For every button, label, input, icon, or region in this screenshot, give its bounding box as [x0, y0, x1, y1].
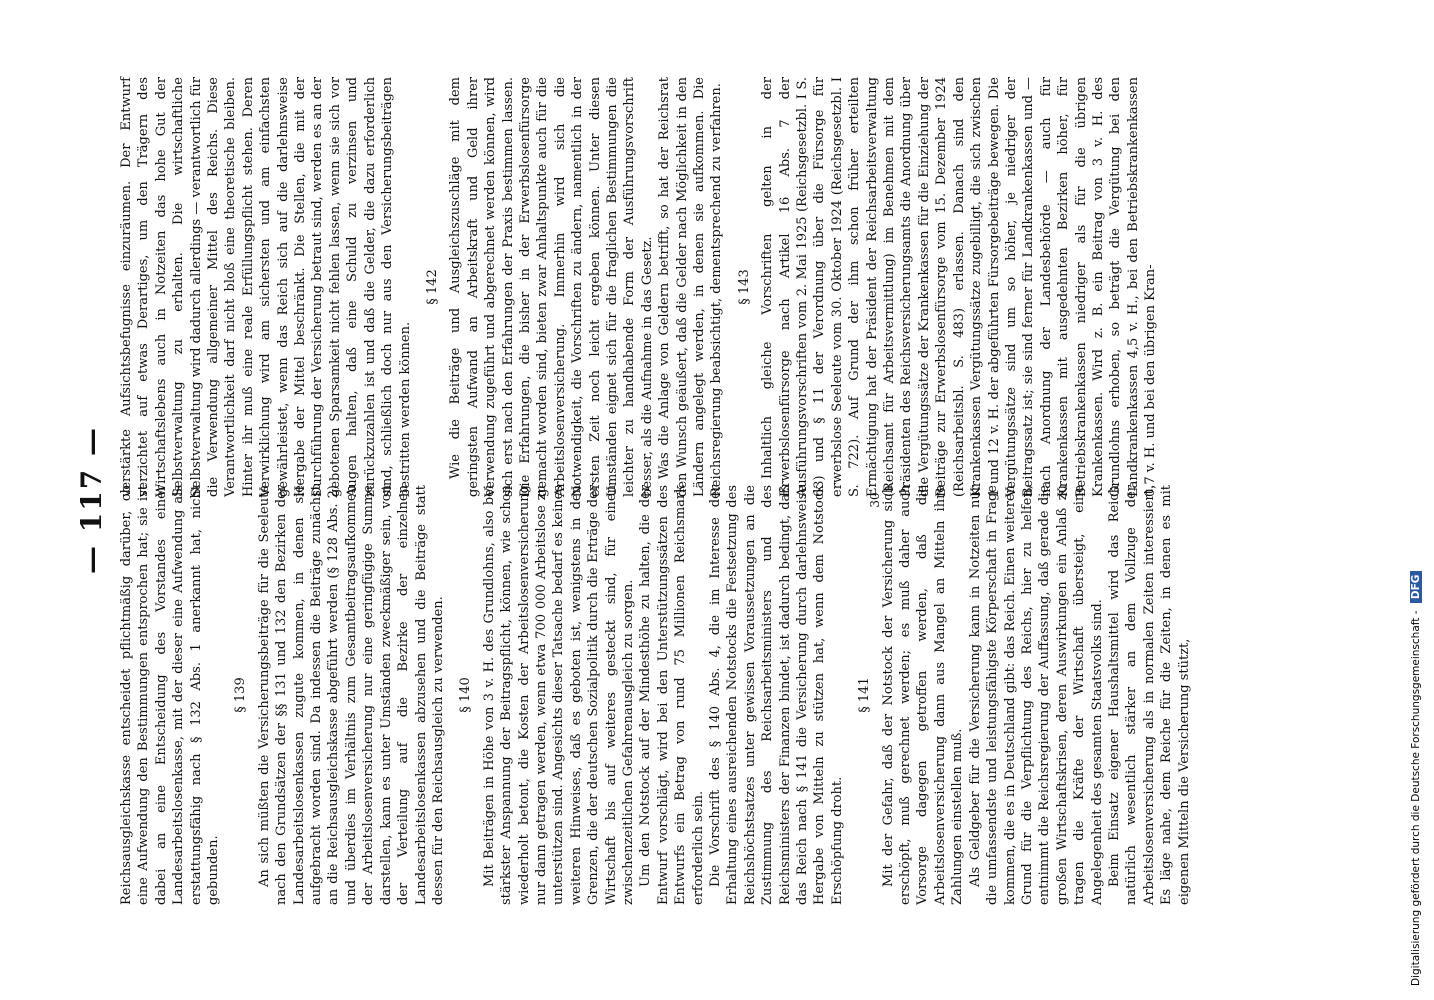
paragraph: Mit der Gefahr, daß der Notstock der Versicherung sich erschöpft, muß gerechnet werden; es muß daher auch Vorsorge dagegen getroffen werden, daß die Arbeitslosenversicherung dann aus Mangel an Mitteln ihre Zahlungen einstellen muß.	[880, 485, 966, 905]
right-column	[118, 77, 1160, 497]
section-heading: § 142	[424, 269, 440, 305]
left-column	[118, 485, 1193, 905]
section-heading: § 143	[736, 269, 752, 305]
paragraph: Reichsausgleichskasse entscheidet pflichtmäßig darüber, ob eine Aufwendung den Bestimmungen entsprochen hat; sie ist dabei an eine Entscheidung des Vorstandes einer Landesarbeitslosenkasse, mit der dieser eine Aufwendung als erstattungsfähig nach § 132 Abs. 1 anerkannt hat, nicht gebunden.	[119, 485, 222, 905]
paragraph: Was die Anlage von Geldern betrifft, so hat der Reichsrat den Wunsch geäußert, daß die Gelder nach Möglichkeit in den Ländern angelegt werden, in denen sie aufkommen. Die Reichsregierung beabsichtigt, dementsprechend zu verfahren.	[657, 77, 725, 497]
sheet-number: 30	[868, 492, 882, 508]
section-heading: § 141	[857, 677, 873, 713]
paragraph: Mit Beiträgen in Höhe von 3 v. H. des Grundlohns, also bei stärkster Anspannung der Beitragspflicht, können, wie schon wiederholt betont, die Kosten der Arbeitslosenversicherung nur dann getragen werden, wenn etwa 700 000 Arbeitslose zu unterstützen sind. Angesichts dieser Tatsache bedarf es keines weiteren Hinweises, daß es geboten ist, wenigstens in den Grenzen, die der deutschen Sozialpolitik durch die Erträge der Wirtschaft bis auf weiteres gesteckt sind, für einen zwischenzeitlichen Gefahrenausgleich zu sorgen.	[481, 485, 636, 905]
paragraph: An sich müßten die Versicherungsbeiträge für die Seeleute nach den Grundsätzen der §§ 131 und 132 den Bezirken der Landesarbeitslosenkassen zugute kommen, in denen sie aufgebracht worden sind. Da indessen die Beiträge zunächst an die Reichsausgleichskasse abgeführt werden (§ 128 Abs. 2) und überdies im Verhältnis zum Gesamtbeitragsaufkommen der Arbeitslosenversicherung nur eine geringfügige Summe darstellen, kann es unter Umständen zweckmäßiger sein, von der Verteilung auf die Bezirke der einzelnen Landesarbeitslosenkassen abzusehen und die Beiträge statt dessen für den Reichsausgleich zu verwenden.	[256, 485, 446, 905]
credit-text: Digitalisierung gefördert durch die Deutsche Forschungsgemeinschaft -	[1410, 610, 1422, 986]
paragraph: Um den Notstock auf der Mindesthöhe zu halten, die der Entwurf vorschlägt, wird bei den Unterstützungssätzen des Entwurfs ein Betrag von rund 75 Millionen Reichsmark erforderlich sein.	[638, 485, 706, 905]
paragraph: Als Geldgeber für die Versicherung kann in Notzeiten nur die umfassendste und leistungsfähigste Körperschaft in Frage kommen, die es in Deutschland gibt: das Reich. Einen weiteren Grund für die Verpflichtung des Reichs, hier zu helfen, entnimmt die Reichsregierung der Auffassung, daß gerade die großen Wirtschaftskrisen, deren Auswirkungen ein Anlaß zu tragen die Kräfte der Wirtschaft übersteigt, eine Angelegenheit des gesamten Staatsvolks sind.	[967, 485, 1105, 905]
paragraph: Inhaltlich gleiche Vorschriften gelten in der Erwerbslosenfürsorge nach Artikel 16 Abs. 7 der Ausführungsvorschriften vom 2. Mai 1925 (Reichsgesetzbl. I S. 63) und § 11 der Verordnung über die Fürsorge für erwerbslose Seeleute vom 30. Oktober 1924 (Reichsgesetzbl. I S. 722). Auf Grund der ihm schon früher erteilten Ermächtigung hat der Präsident der Reichsarbeitsverwaltung (Reichsamt für Arbeitsvermittlung) im Benehmen mit dem Präsidenten des Reichsversicherungsamts die Anordnung über die Vergütungssätze der Krankenkassen für die Einziehung der Beiträge zur Erwerbslosenfürsorge vom 15. Dezember 1924 (Reichsarbeitsbl. S. 483) erlassen. Danach sind den Krankenkassen Vergütungssätze zugebilligt, die sich zwischen 1 und 12 v. H. der abgeführten Fürsorgebeiträge bewegen. Die Vergütungssätze sind um so höher, je niedriger der Beitragssatz ist; sie sind ferner für Landkrankenkassen und — nach Anordnung der Landesbehörde — auch für Krankenkassen mit ausgedehnten Bezirken höher, für Betriebskrankenkassen niedriger als für die übrigen Krankenkassen. Wird z. B. ein Beitrag von 3 v. H. des Grundlohns erhoben, so beträgt die Vergütung bei den Landkrankenkassen 4,5 v. H., bei den Betriebskrankenkassen 0,7 v. H. und bei den übrigen Kran-	[760, 77, 1159, 497]
paragraph: Wie die Beiträge und Ausgleichszuschläge mit dem geringsten Aufwand an Arbeitskraft und Geld ihrer Verwendung zugeführt und abgerechnet werden können, wird sich erst nach den Erfahrungen der Praxis bestimmen lassen. Die Erfahrungen, die bisher in der Erwerbslosenfürsorge gemacht worden sind, bieten zwar Anhaltspunkte auch für die Arbeitslosenversicherung. Immerhin wird sich die Notwendigkeit, die Vorschriften zu ändern, namentlich in der ersten Zeit noch leicht ergeben können. Unter diesen Umständen eignet sich für die fraglichen Bestimmungen die leichter zu handhabende Form der Ausführungsvorschrift besser, als die Aufnahme in das Gesetz.	[448, 77, 655, 497]
section-heading: § 139	[233, 677, 249, 713]
paragraph: Die Vorschrift des § 140 Abs. 4, die im Interesse der Erhaltung eines ausreichenden Notstocks die Festsetzung des Reichshöchstsatzes unter gewissen Voraussetzungen an die Zustimmung des Reichsarbeitsministers und des Reichsministers der Finanzen bindet, ist dadurch bedingt, daß das Reich nach § 141 die Versicherung durch darlehnsweise Hergabe von Mitteln zu stützen hat, wenn dem Notstock Erschöpfung droht.	[708, 485, 845, 905]
section-heading: § 140	[458, 677, 474, 713]
paragraph: verstärkte Aufsichtsbefugnisse einzuräumen. Der Entwurf verzichtet auf etwas Derartiges, um den Trägern des Wirtschaftslebens auch in Notzeiten das hohe Gut der Selbstverwaltung zu erhalten. Die wirtschaftliche Selbstverwaltung wird dadurch allerdings — verantwortlich für die Verwendung allgemeiner Mittel des Reichs. Diese Verantwortlichkeit darf nicht bloß eine theoretische bleiben. Hinter ihr muß eine reale Erfüllungspflicht stehen. Deren Verwirklichung wird am sichersten und am einfachsten gewährleistet, wenn das Reich sich auf die darlehnsweise Hergabe der Mittel beschränkt. Die Stellen, die mit der Durchführung der Versicherung betraut sind, werden es an der gebotenen Sparsamkeit nicht fehlen lassen, wenn sie sich vor Augen halten, daß eine Schuld zu verzinsen und zurückzuzahlen ist und daß die Gelder, die dazu erforderlich sind, schließlich doch nur aus den Versicherungsbeiträgen bestritten werden können.	[119, 77, 413, 497]
digitization-credit	[1410, 0, 1430, 986]
page-header	[75, 0, 115, 1000]
digitization-sidebar	[1404, 0, 1434, 1000]
dfg-logo: DFG	[1410, 571, 1422, 604]
page-number: — 117 —	[75, 426, 108, 574]
paragraph: Beim Einsatz eigener Haushaltsmittel wird das Reich natürlich wesentlich stärker an dem Vollzuge der Arbeitslosenversicherung als in normalen Zeiten interessiert. Es läge nahe, dem Reiche für die Zeiten, in denen es mit eigenen Mitteln die Versicherung stützt,	[1106, 485, 1192, 905]
